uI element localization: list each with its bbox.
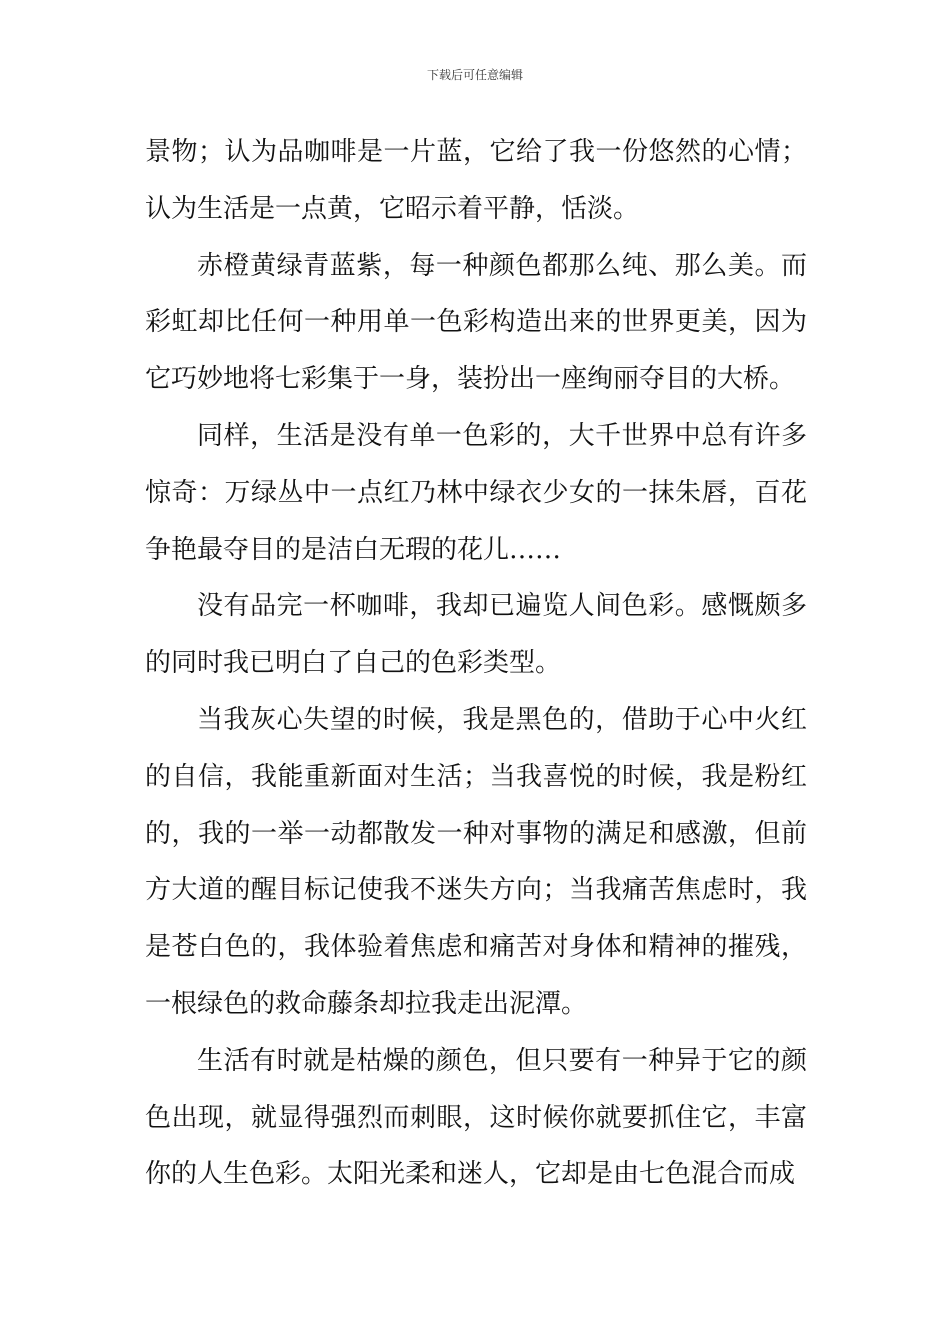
paragraph-6: 生活有时就是枯燥的颜色，但只要有一种异于它的颜色出现，就显得强烈而刺眼，这时候你就要抓住它，丰富你的人生色彩。太阳光柔和迷人，它却是由七色混合而成 bbox=[145, 1045, 807, 1190]
document-body bbox=[145, 124, 807, 1203]
paragraph-2: 赤橙黄绿青蓝紫，每一种颜色都那么纯、那么美。而彩虹却比任何一种用单一色彩构造出来的世界更美，因为它巧妙地将七彩集于一身，装扮出一座绚丽夺目的大桥。 bbox=[145, 250, 807, 395]
paragraph-4: 没有品完一杯咖啡，我却已遍览人间色彩。感慨颇多的同时我已明白了自己的色彩类型。 bbox=[145, 591, 807, 679]
page-header: 下载后可任意编辑 bbox=[426, 68, 523, 82]
paragraph-5: 当我灰心失望的时候，我是黑色的，借助于心中火红的自信，我能重新面对生活；当我喜悦的时候，我是粉红的，我的一举一动都散发一种对事物的满足和感激，但前方大道的醒目标记使我不迷失方向；当我痛苦焦虑时，我是苍白色的，我体验着焦虑和痛苦对身体和精神的摧残，一根绿色的救命藤条却拉我走出泥潭。 bbox=[145, 704, 807, 1019]
paragraph-3: 同样，生活是没有单一色彩的，大千世界中总有许多惊奇：万绿丛中一点红乃林中绿衣少女的一抹朱唇，百花争艳最夺目的是洁白无瑕的花儿…… bbox=[145, 420, 807, 565]
paragraph-1: 景物；认为品咖啡是一片蓝，它给了我一份悠然的心情；认为生活是一点黄，它昭示着平静，恬淡。 bbox=[145, 137, 807, 224]
